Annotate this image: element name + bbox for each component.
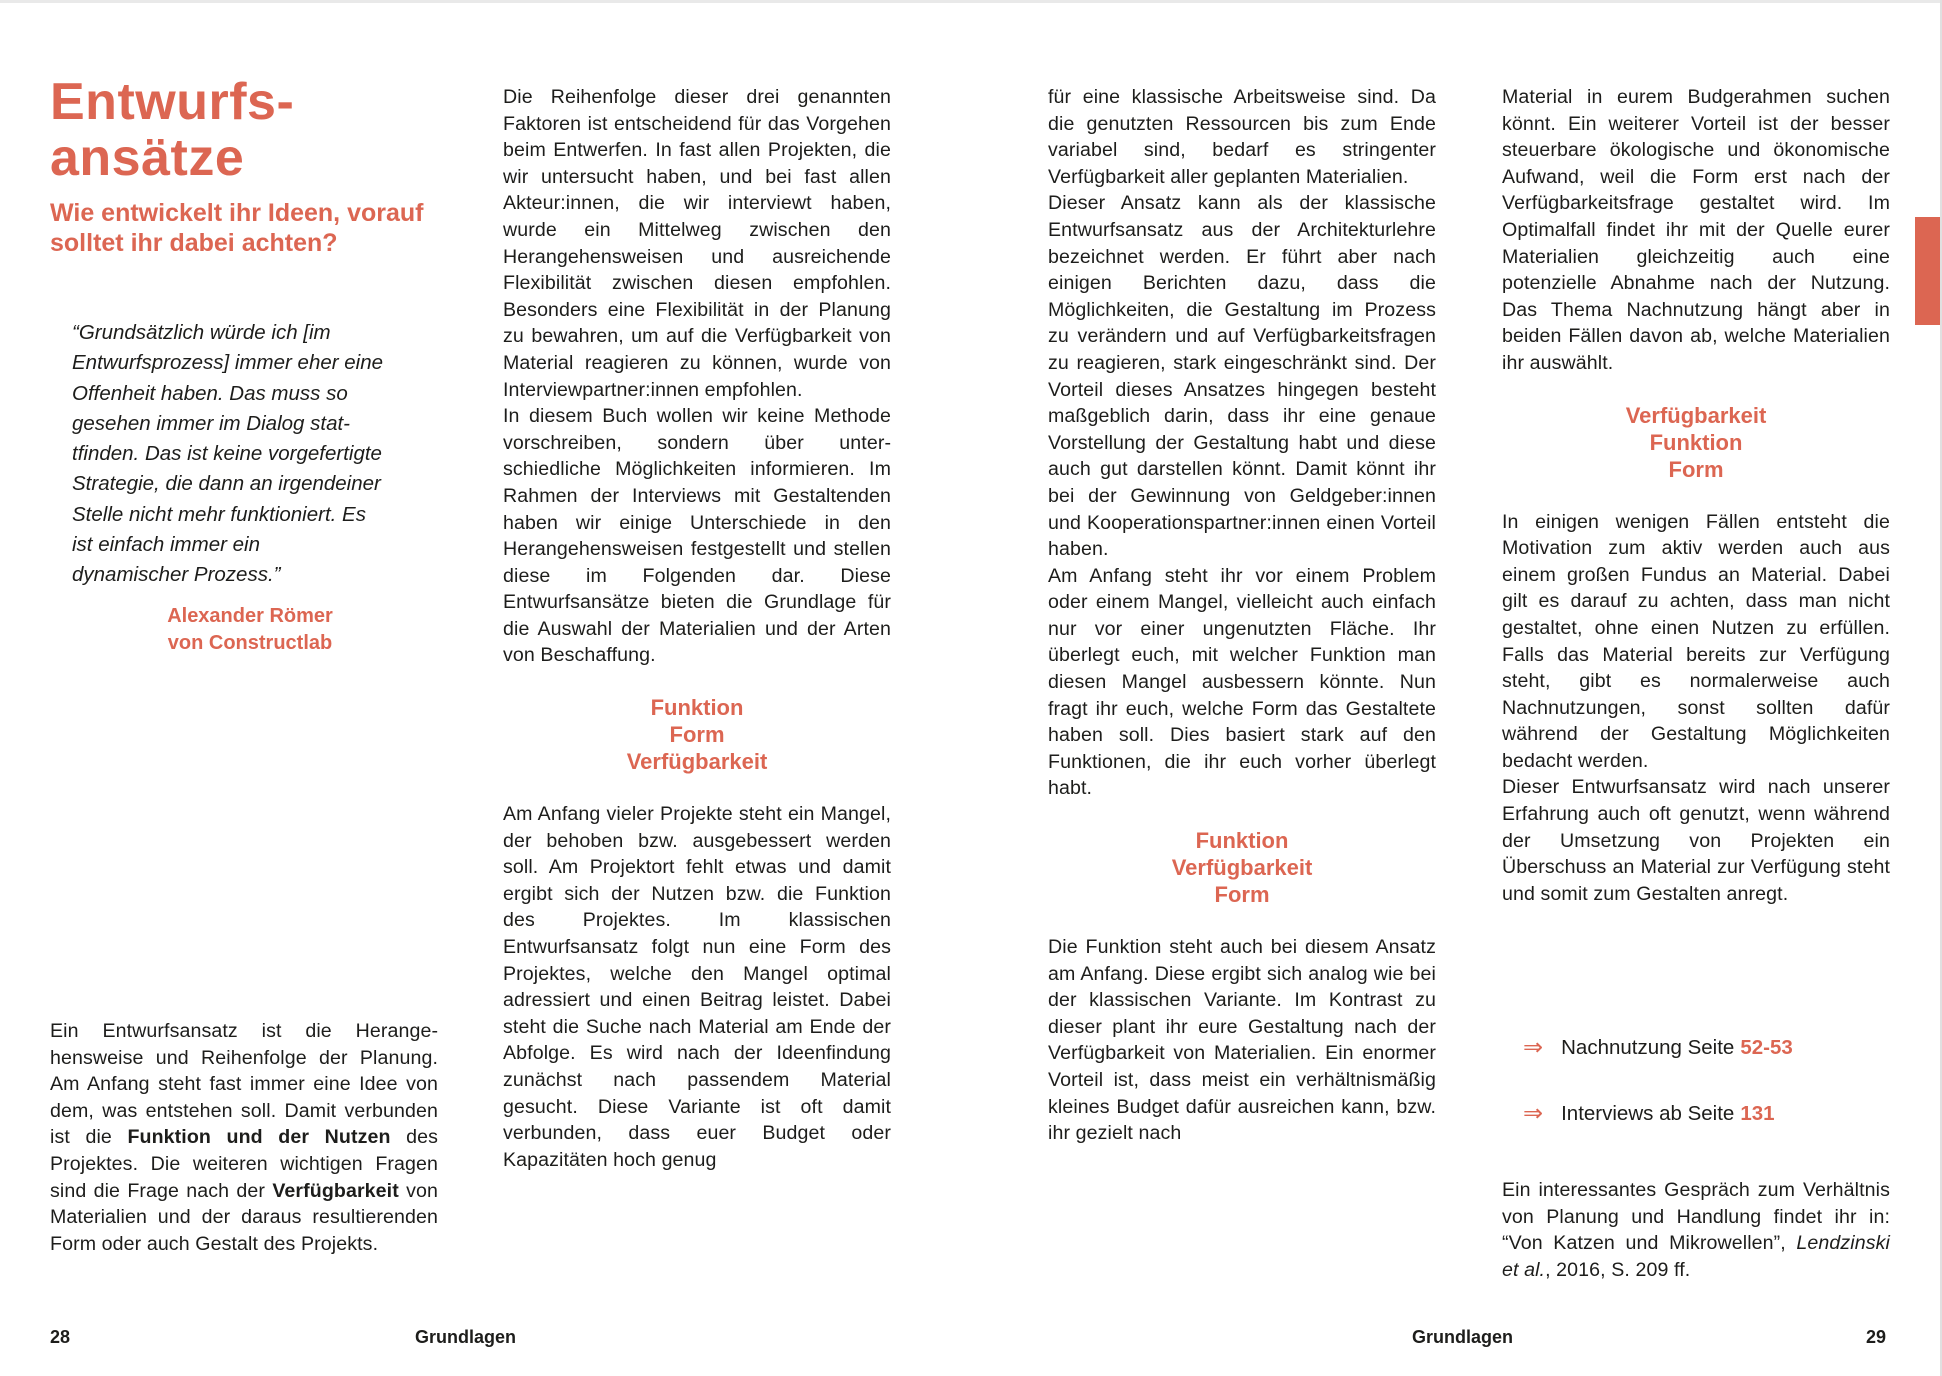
paragraph: In einigen wenigen Fällen entsteht die Motivation zum aktiv werden auch aus einem großen Fundus an Material. Dabei gilt es darauf zu achten, dass man nicht gestaltet, ohne einen Nutzen zu erfüllen. Falls das Material bereits zur Verfügung steht, gibt es normalerweise auch Nachnutzungen, sonst sollten dafür während der Gestaltung Möglichkeiten bedacht werden. bbox=[1502, 510, 1890, 772]
quote-line: Entwurfsprozess] immer eher eine bbox=[72, 351, 384, 375]
paragraph: für eine klassische Arbeitsweise sind. Da die genutzten Ressourcen bis zum Ende variabel sind, bedarf es stringenter Verfügbarkeit aller geplanten Materialien. bbox=[1048, 86, 1436, 188]
text-run: Ein Entwurfsansatz ist die Herangehensweise und Reihenfolge der Planung. Am Anfang steht fast immer eine Idee von dem, was entstehen soll. Damit verbunden ist die bbox=[50, 1020, 438, 1149]
sequence-step: Verfügbarkeit bbox=[1171, 855, 1313, 881]
paragraph: Die Funktion steht auch bei diesem Ansatz am Anfang. Diese ergibt sich analog wie bei der klassischen Variante. Im Kontrast zu dieser plant ihr eure Gestaltung nach der Verfügbarkeit von Materialien. Ein enormer Vorteil ist, dass meist ein verhältnismäßig kleines Budget dafür ausreichen kann, bzw. ihr gezielt nach bbox=[1048, 936, 1436, 1145]
sequence-step: Funktion bbox=[1195, 828, 1289, 854]
sequence-heading bbox=[1048, 827, 1436, 908]
paragraph: Die Reihenfolge dieser drei genannten Faktoren ist entscheidend für das Vorgehen beim Entwerfen. In fast allen Projekten, die wir untersucht haben, und bei fast allen Akteur:innen, die wir interviewt haben, wurde ein Mittelweg zwischen den Herangehensweisen und ausreichende Flexibilität zwischen diesen empfohlen. Besonders eine Flexibilität in der Planung zu bewahren, um auf die Verfügbarkeit von Material reagieren zu können, wurde von Interviewpartner:innen empfohlen. bbox=[503, 86, 891, 401]
sequence-step: Form bbox=[1668, 456, 1724, 482]
quote-line: gesehen immer im Dialog stat- bbox=[72, 411, 350, 435]
quote-line: ist einfach immer ein bbox=[72, 533, 260, 557]
column-4 bbox=[1502, 84, 1890, 907]
column-2 bbox=[503, 84, 891, 1173]
literature-note bbox=[1502, 1177, 1890, 1283]
paragraph: Am Anfang vieler Projekte steht ein Mangel, der behoben bzw. ausgebessert werden soll. Am Projektort fehlt etwas und damit ergibt sich der Nutzen bzw. die Funktion des Projektes. Im klassischen Entwurfsansatz folgt nun eine Form des Projektes, welche den Mangel optimal adressiert und einen Beitrag leistet. Dabei steht die Suche nach Material am Ende der Abfolge. Es wird nach der Ideenfindung zunächst nach passendem Material gesucht. Diese Variante ist oft damit verbunden, dass euer Budget oder Kapazitäten hoch genug bbox=[503, 803, 891, 1171]
quote-line: Strategie, die dann an irgendeiner bbox=[72, 472, 381, 496]
quote-line: tfinden. Das ist keine vorgefertigte bbox=[72, 442, 382, 466]
double-arrow-icon: ⇒ bbox=[1523, 1100, 1544, 1127]
text-run: , 2016, S. 209 ff. bbox=[1545, 1258, 1691, 1281]
sequence-step: Funktion bbox=[1649, 429, 1743, 455]
text-run: des Projektes. Die weiteren wichtigen Fragen sind die Frage nach der bbox=[50, 1126, 439, 1202]
chapter-title bbox=[50, 74, 294, 186]
sequence-heading bbox=[1502, 402, 1890, 483]
quote-author-org: von Constructlab bbox=[167, 631, 333, 654]
bold-term-availability: Verfügbarkeit bbox=[272, 1179, 399, 1202]
citation-paragraph bbox=[1502, 1177, 1890, 1283]
sequence-heading bbox=[503, 694, 891, 775]
paragraph: In diesem Buch wollen wir keine Methode vorschreiben, sondern über unterschiedliche Möglichkeiten informieren. Im Rahmen der Interviews mit Gestaltenden haben wir einige Unterschiede in den Herangehensweisen festgestellt und stellen diese im Folgenden dar. Diese Entwurfsansätze bieten die Grundlage für die Auswahl der Materialien und der Arten von Beschaffung. bbox=[503, 405, 891, 667]
page-number-left: 28 bbox=[50, 1327, 71, 1347]
top-edge-line bbox=[0, 0, 1942, 3]
quote-author-name: Alexander Römer bbox=[167, 605, 333, 627]
sequence-step: Form bbox=[669, 722, 725, 748]
chapter-tab-marker bbox=[1915, 217, 1940, 325]
quote-line: Offenheit haben. Das muss so bbox=[72, 381, 348, 405]
quote-line: Stelle nicht mehr funktioniert. Es bbox=[72, 502, 366, 526]
paragraph: Am Anfang steht ihr vor einem Problem oder einem Mangel, vielleicht auch einfach nur vor einer ungenutzten Fläche. Ihr überlegt euch, mit welcher Funktion man diesen Mangel ausbessern könnte. Nun fragt ihr euch, welche Form das Gestaltete haben soll. Dies basiert stark auf den Funktionen, die ihr euch vorher überlegt habt. bbox=[1048, 564, 1436, 800]
pull-quote bbox=[72, 318, 442, 591]
reference-label: Nachnutzung Seite bbox=[1561, 1036, 1735, 1059]
title-line-2: ansätze bbox=[50, 129, 245, 187]
reference-label: Interviews ab Seite bbox=[1561, 1102, 1735, 1125]
text-run: von Materialien und der daraus resultierenden Form oder auch Gestalt des Projekts. bbox=[50, 1179, 438, 1255]
quote-attribution bbox=[50, 603, 450, 656]
title-line-1: Entwurfs- bbox=[50, 73, 295, 131]
paragraph: Dieser Ansatz kann als der klassische Entwurfsansatz aus der Architekturlehre bezeichnet werden. Er führt aber nach einigen Berichten dazu, dass die Möglichkeiten, die Gestaltung im Prozess zu verändern und auf Verfügbarkeitsfragen zu reagieren, stark eingeschränkt sind. Der Vorteil dieses Ansatzes hingegen besteht maßgeblich darin, dass ihr eine genaue Vorstellung der Gestaltung habt und diese auch gut darstellen könnt. Damit könnt ihr bei der Gewinnung von Geldgeber:innen und Kooperationspartner:innen einen Vorteil haben. bbox=[1048, 192, 1436, 561]
double-arrow-icon: ⇒ bbox=[1523, 1034, 1544, 1061]
chapter-subtitle: Wie entwickelt ihr Ideen, vorauf solltet ihr dabei achten? bbox=[50, 199, 424, 257]
sequence-step: Funktion bbox=[650, 695, 744, 721]
reference-pages[interactable]: 52-53 bbox=[1740, 1036, 1793, 1059]
column-1-body bbox=[50, 1018, 438, 1257]
reference-pages[interactable]: 131 bbox=[1740, 1102, 1775, 1125]
sequence-step: Verfügbarkeit bbox=[1625, 402, 1767, 428]
cross-reference-link[interactable] bbox=[1523, 1035, 1793, 1061]
column-3 bbox=[1048, 84, 1436, 1147]
intro-paragraph bbox=[50, 1018, 438, 1257]
paragraph: Dieser Entwurfsansatz wird nach unserer Erfahrung auch oft genutzt, wenn während der Umsetzung von Projekten ein Überschuss an Material zur Verfügung steht und somit zum Gestalten anregt. bbox=[1502, 776, 1890, 905]
running-footer-left: Grundlagen bbox=[415, 1327, 517, 1347]
sequence-step: Form bbox=[1214, 882, 1270, 908]
paragraph: Material in eurem Budgerahmen suchen könnt. Ein weiterer Vorteil ist der besser steuerbare ökologische und ökonomische Aufwand, weil die Form erst nach der Verfügbarkeitsfrage gestaltet wird. Im Optimalfall findet ihr mit der Quelle eurer Materialien gleichzeitig auch eine potenzielle Abnahme nach der Nutzung. Das Thema Nachnutzung hängt aber in beiden Fällen davon ab, welche Materialien ihr auswählt. bbox=[1502, 86, 1890, 374]
cross-reference-link[interactable] bbox=[1523, 1101, 1775, 1127]
text-run: Ein interessantes Gespräch zum Verhältnis von Planung und Handlung findet ihr in: “Von Katzen und Mikrowellen”, bbox=[1502, 1179, 1890, 1255]
bold-term-function: Funktion und der Nutzen bbox=[127, 1126, 391, 1149]
page-number-right: 29 bbox=[1866, 1327, 1887, 1347]
quote-line: “Grundsätzlich würde ich [im bbox=[72, 321, 331, 344]
running-footer-right: Grundlagen bbox=[1412, 1327, 1514, 1347]
citation-authors: Lendzinski et al. bbox=[1502, 1232, 1890, 1281]
quote-line: dynamischer Prozess.” bbox=[72, 563, 281, 587]
sequence-step: Verfügbarkeit bbox=[626, 749, 768, 775]
